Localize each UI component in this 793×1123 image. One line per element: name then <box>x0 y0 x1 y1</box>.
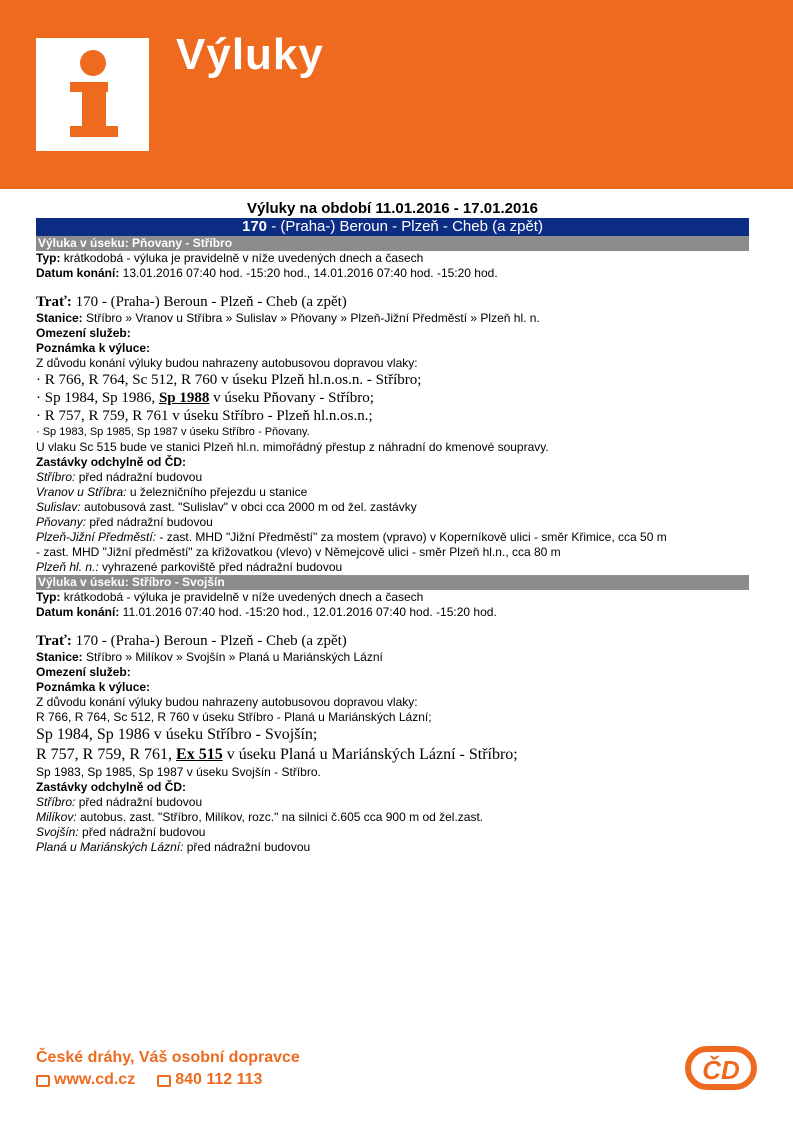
train-line: Sp 1983, Sp 1985, Sp 1987 v úseku Svojšín - Stříbro. <box>36 765 321 779</box>
train-line: · Sp 1983, Sp 1985, Sp 1987 v úseku Stříbro - Pňovany. <box>36 426 310 438</box>
stations-line: Stanice: Stříbro » Milíkov » Svojšín » Planá u Mariánských Lázní <box>36 650 383 664</box>
closure-intro: Z důvodu konání výluky budou nahrazeny autobusovou dopravou vlaky: <box>36 356 418 370</box>
closure-note-label: Poznámka k výluce: <box>36 341 151 355</box>
stop-item: Stříbro: před nádražní budovou <box>36 795 203 809</box>
monitor-icon <box>36 1075 50 1087</box>
page-title: Výluky na období 11.01.2016 - 17.01.2016 <box>247 200 538 217</box>
stop-item: Milíkov: autobus. zast. "Stříbro, Milíkov, rozc." na silnici č.605 cca 900 m od žel.zast. <box>36 810 484 824</box>
footer-slogan: České dráhy, Váš osobní dopravce <box>36 1049 300 1066</box>
footer-phone: 840 112 113 <box>175 1071 263 1088</box>
section-title: Výluka v úseku: Pňovany - Stříbro <box>36 236 749 251</box>
stop-item: Vranov u Stříbra: u železničního přejezdu u stanice <box>36 485 308 499</box>
closure-intro: Z důvodu konání výluky budou nahrazeny autobusovou dopravou vlaky: <box>36 695 418 709</box>
service-restrictions-label: Omezení služeb: <box>36 326 131 340</box>
route-name: - (Praha-) Beroun - Plzeň - Cheb (a zpět) <box>267 218 543 235</box>
type-line: Typ: krátkodobá - výluka je pravidelně v níže uvedených dnech a časech <box>36 251 424 265</box>
train-line: R 757, R 759, R 761, Ex 515 v úseku Planá u Mariánských Lázní - Stříbro; <box>36 746 518 763</box>
track-line: Trať: 170 - (Praha-) Beroun - Plzeň - Cheb (a zpět) <box>36 633 347 649</box>
train-line: R 766, R 764, Sc 512, R 760 v úseku Stříbro - Planá u Mariánských Lázní; <box>36 710 432 724</box>
svg-text:ČD: ČD <box>702 1055 740 1085</box>
train-line: · R 757, R 759, R 761 v úseku Stříbro - Plzeň hl.n.os.n.; <box>36 408 373 424</box>
stop-item: Planá u Mariánských Lázní: před nádražní budovou <box>36 840 311 854</box>
stop-item-continuation: - zast. MHD "Jižní předměstí" za křižovatkou (vlevo) v Němejcově ulici - směr Plzeň hl.n., cca 80 m <box>36 545 561 559</box>
date-line: Datum konání: 13.01.2016 07:40 hod. -15:20 hod., 14.01.2016 07:40 hod. -15:20 hod. <box>36 266 498 280</box>
footer <box>36 1047 300 1091</box>
stop-item: Svojšín: před nádražní budovou <box>36 825 206 839</box>
train-link-sp1988[interactable]: Sp 1988 <box>158 390 210 406</box>
stop-item: Plzeň-Jižní Předměstí: - zast. MHD "Jižní Předměstí" za mostem (vpravo) v Koperníkově ulici - směr Křimice, cca 50 m <box>36 530 667 544</box>
service-restrictions-label: Omezení služeb: <box>36 665 131 679</box>
train-line: · R 766, R 764, Sc 512, R 760 v úseku Plzeň hl.n.os.n. - Stříbro; <box>36 372 422 388</box>
stop-item: Plzeň hl. n.: vyhrazené parkoviště před nádražní budovou <box>36 560 343 574</box>
header-title: Výluky <box>176 30 324 79</box>
train-line: · Sp 1984, Sp 1986, Sp 1988 v úseku Pňovany - Stříbro; <box>36 390 374 406</box>
cd-logo-icon <box>685 1043 757 1091</box>
route-number: 170 <box>242 218 268 235</box>
route-bar <box>36 218 749 236</box>
stations-line: Stanice: Stříbro » Vranov u Stříbra » Sulislav » Pňovany » Plzeň-Jižní Předměstí » Plzeň hl. n. <box>36 311 540 325</box>
footer-website-link[interactable]: www.cd.cz <box>54 1071 136 1088</box>
page-header <box>0 0 793 189</box>
track-line: Trať: 170 - (Praha-) Beroun - Plzeň - Cheb (a zpět) <box>36 294 347 310</box>
train-link-ex515[interactable]: Ex 515 <box>176 746 223 763</box>
date-line: Datum konání: 11.01.2016 07:40 hod. -15:20 hod., 12.01.2016 07:40 hod. -15:20 hod. <box>36 605 497 619</box>
info-icon <box>36 38 149 151</box>
train-line: Sp 1984, Sp 1986 v úseku Stříbro - Svojšín; <box>36 726 318 743</box>
phone-icon <box>157 1075 171 1087</box>
type-line: Typ: krátkodobá - výluka je pravidelně v níže uvedených dnech a časech <box>36 590 424 604</box>
stop-item: Pňovany: před nádražní budovou <box>36 515 213 529</box>
closure-note-label: Poznámka k výluce: <box>36 680 151 694</box>
transfer-note: U vlaku Sc 515 bude ve stanici Plzeň hl.n. mimořádný přestup z náhradní do kmenové soupravy. <box>36 440 549 454</box>
stops-label: Zastávky odchylně od ČD: <box>36 780 187 794</box>
stop-item: Stříbro: před nádražní budovou <box>36 470 203 484</box>
document-body <box>36 200 749 855</box>
section-title: Výluka v úseku: Stříbro - Svojšín <box>36 575 749 590</box>
stops-label: Zastávky odchylně od ČD: <box>36 455 187 469</box>
stop-item: Sulislav: autobusová zast. "Sulislav" v obci cca 2000 m od žel. zastávky <box>36 500 417 514</box>
